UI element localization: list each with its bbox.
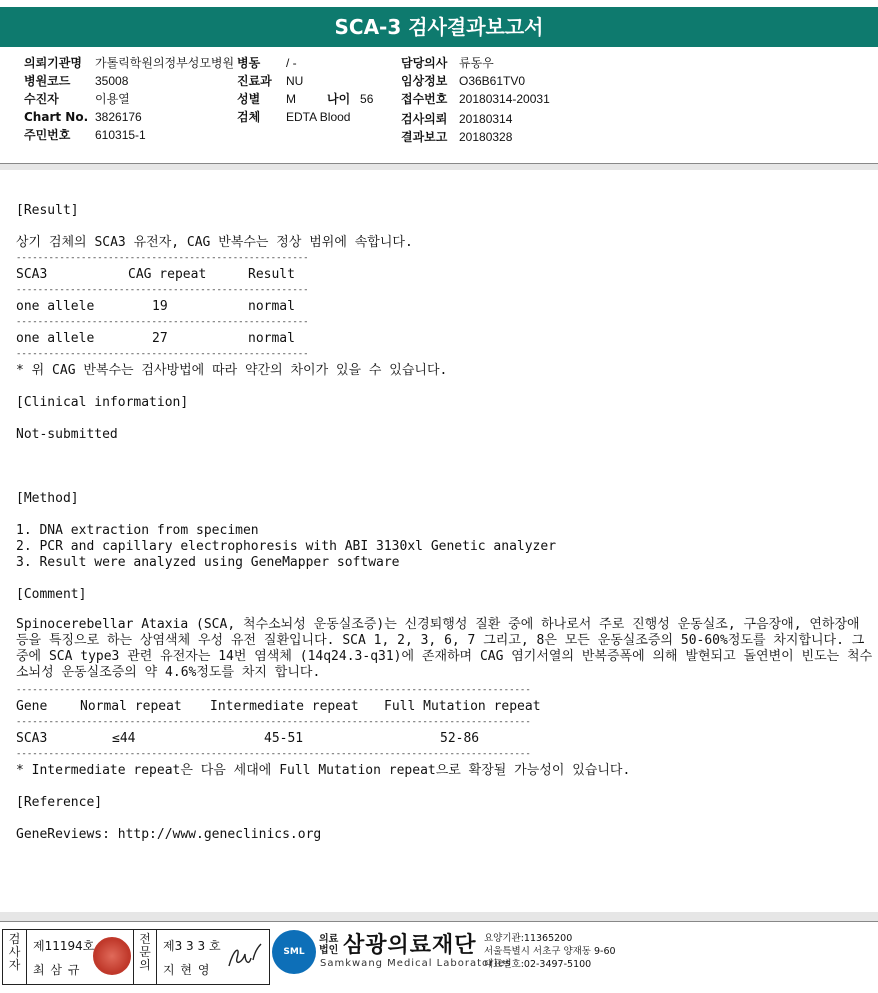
result-row-allele: one allele xyxy=(16,299,95,314)
org-type xyxy=(319,934,338,956)
header-label: 수진자 xyxy=(24,92,59,106)
header-label: 임상정보 xyxy=(401,74,448,88)
result-row-result: normal xyxy=(248,299,295,314)
reference-heading: [Reference] xyxy=(16,795,103,810)
specialist-name: 지 현 영 xyxy=(163,963,211,977)
comment-col-normal: Normal repeat xyxy=(80,699,182,714)
org-name: 삼광의료재단 xyxy=(343,933,477,958)
header-label: 결과보고 xyxy=(401,130,448,144)
table-rule: ------------------------------------------------------ xyxy=(16,254,309,262)
clinical-heading: [Clinical information] xyxy=(16,395,189,410)
header-col3 xyxy=(401,54,447,146)
sml-logo-icon: SML xyxy=(272,930,316,974)
header-shade xyxy=(0,164,878,170)
header-col1-values xyxy=(95,54,234,144)
examiner-name: 최 삼 규 xyxy=(33,963,81,977)
comment-row-intermediate: 45-51 xyxy=(264,731,304,746)
department: NU xyxy=(286,74,304,88)
header-label: 병원코드 xyxy=(24,74,71,88)
result-col-cag: CAG repeat xyxy=(128,267,207,282)
header-col2 xyxy=(237,54,272,126)
table-rule: ------------------------------------------------------ xyxy=(16,286,309,294)
reference-text: GeneReviews: http://www.geneclinics.org xyxy=(16,827,322,842)
header-label: 병동 xyxy=(237,56,261,70)
header-label: 성별 xyxy=(237,92,261,106)
header-label: 검체 xyxy=(237,110,261,124)
specialist-label xyxy=(133,930,157,984)
comment-col-intermediate: Intermediate repeat xyxy=(210,699,359,714)
header-label: 접수번호 xyxy=(401,92,448,106)
examiner-label xyxy=(3,930,27,984)
table-rule: ------------------------------------------------------ xyxy=(16,350,309,358)
specialist-label-char: 전 xyxy=(139,932,151,946)
specimen: EDTA Blood xyxy=(286,110,351,124)
org-type-line: 의료 xyxy=(319,934,339,945)
hospital-code: 35008 xyxy=(95,74,129,88)
comment-row-gene: SCA3 xyxy=(16,731,48,746)
sex: M xyxy=(286,92,296,106)
org-address: 서울특별시 서초구 양재동 9-60 xyxy=(484,946,616,957)
header-label: 검사의뢰 xyxy=(401,112,448,126)
table-rule: ----------------------------------------------------------------------------------------------- xyxy=(16,750,531,758)
age-label: 나이 xyxy=(327,92,351,106)
table-rule: ----------------------------------------------------------------------------------------------- xyxy=(16,718,531,726)
comment-row-full: 52-86 xyxy=(440,731,480,746)
method-step: 1. DNA extraction from specimen xyxy=(16,523,259,538)
resident-no: 610315-1 xyxy=(95,128,146,142)
examiner-label-char: 자 xyxy=(8,958,21,972)
signature-box xyxy=(2,929,270,985)
examiner-no: 제11194호 xyxy=(33,939,95,953)
title-bar xyxy=(0,0,878,56)
method-step: 3. Result were analyzed using GeneMapper software xyxy=(16,555,400,570)
age-field xyxy=(327,90,373,108)
result-row-cag: 19 xyxy=(152,299,168,314)
result-row-cag: 27 xyxy=(152,331,168,346)
comment-note: * Intermediate repeat은 다음 세대에 Full Mutation repeat으로 확장될 가능성이 있습니다. xyxy=(16,763,631,778)
result-col-result: Result xyxy=(248,267,295,282)
patient-name: 이용열 xyxy=(95,92,130,106)
clinical-text: Not-submitted xyxy=(16,427,118,442)
org-english-name: Samkwang Medical Laboratories xyxy=(320,958,512,969)
result-row-allele: one allele xyxy=(16,331,95,346)
header-label: 주민번호 xyxy=(24,128,71,142)
footer-shade xyxy=(0,912,878,921)
org-type-line: 법인 xyxy=(319,945,339,956)
comment-text: Spinocerebellar Ataxia (SCA, 척수소뇌성 운동실조증)는 신경퇴행성 질환 중에 하나로서 주로 진행성 운동실조, 구음장애, 연하장애 등을 특징으로 하는 상염색체 우성 유전 질환입니다. SCA 1, 2, 3, 6, 7 그리고, 8은 모든 운동실조증의 50-60%정도를 차지합니다. 그중에 SCA type3 관련 유전자는 14번 염색체 (14q24.3-q31)에 존재하며 CAG 염기서열의 반복증폭에 의해 발현되고 돌연변이 빈도는 척수소뇌성 운동실조증의 약 4.6%정도를 차지 합니다. xyxy=(16,617,873,680)
clinical-info-code: O36B61TV0 xyxy=(459,74,526,88)
report-date: 20180328 xyxy=(459,130,513,144)
ward: / - xyxy=(286,56,297,70)
signature-icon xyxy=(223,940,263,974)
result-note: * 위 CAG 반복수는 검사방법에 따라 약간의 차이가 있을 수 있습니다. xyxy=(16,363,448,378)
stamp-icon xyxy=(93,937,131,975)
header-label: 담당의사 xyxy=(401,56,448,70)
table-rule: ------------------------------------------------------ xyxy=(16,318,309,326)
comment-row-normal: ≤44 xyxy=(112,731,136,746)
comment-col-gene: Gene xyxy=(16,699,48,714)
comment-col-full: Full Mutation repeat xyxy=(384,699,541,714)
accession-no: 20180314-20031 xyxy=(459,92,550,106)
result-row-result: normal xyxy=(248,331,295,346)
header-label: 의뢰기관명 xyxy=(24,56,82,70)
specialist-label-char: 문 xyxy=(139,945,151,959)
org-code: 요양기관:11365200 xyxy=(484,933,573,944)
method-heading: [Method] xyxy=(16,491,79,506)
header-col3-values xyxy=(459,54,550,146)
header-col1 xyxy=(24,54,88,144)
table-rule: ----------------------------------------------------------------------------------------------- xyxy=(16,686,531,694)
chart-no: 3826176 xyxy=(95,110,142,124)
header-label: Chart No. xyxy=(24,110,89,124)
examiner-label-char: 사 xyxy=(8,945,21,959)
doctor: 류동우 xyxy=(459,56,494,70)
age-value: 56 xyxy=(360,92,374,106)
footer-divider xyxy=(0,921,878,922)
report-title: SCA-3 검사결과보고서 xyxy=(334,15,544,39)
hospital-name: 가톨릭학원의정부성모병원 xyxy=(95,56,235,70)
examiner-label-char: 검 xyxy=(8,932,21,946)
result-col-gene: SCA3 xyxy=(16,267,48,282)
method-step: 2. PCR and capillary electrophoresis with ABI 3130xl Genetic analyzer xyxy=(16,539,557,554)
specialist-no: 제3 3 3 호 xyxy=(163,939,221,953)
org-phone: 대표번호:02-3497-5100 xyxy=(484,959,592,970)
comment-heading: [Comment] xyxy=(16,587,87,602)
request-date: 20180314 xyxy=(459,112,513,126)
specialist-label-char: 의 xyxy=(139,958,151,972)
result-summary: 상기 검체의 SCA3 유전자, CAG 반복수는 정상 범위에 속합니다. xyxy=(16,235,413,250)
org-contact xyxy=(484,932,616,971)
result-heading: [Result] xyxy=(16,203,79,218)
header-label: 진료과 xyxy=(237,74,272,88)
